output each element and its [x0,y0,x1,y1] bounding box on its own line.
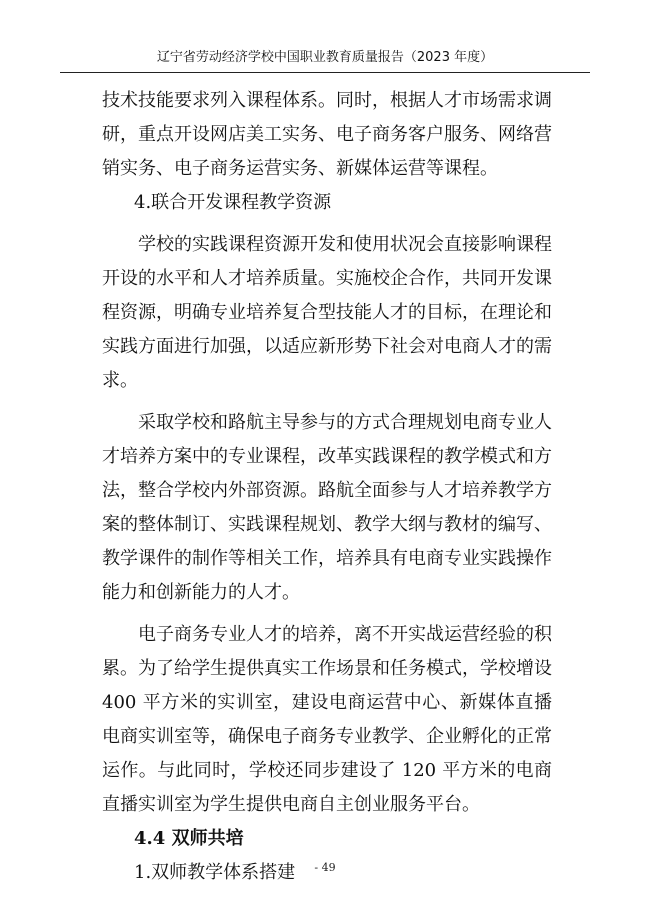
paragraph-luhang-participation: 采取学校和路航主导参与的方式合理规划电商专业人才培养方案中的专业课程，改革实践课程的教学模式和方法，整合学校内外部资源。路航全面参与人才培养教学方案的整体制订、实践课程规划、教学大纲与教材的编写、教学课件的制作等相关工作，培养具有电商专业实践操作能力和创新能力的人才。 [102,412,552,603]
header-divider [60,72,590,73]
paragraph-practice-resources: 学校的实践课程资源开发和使用状况会直接影响课程开设的水平和人才培养质量。实施校企合作，共同开发课程资源，明确专业培养复合型技能人才的目标，在理论和实践方面进行加强，以适应新形势下社会对电商人才的需求。 [102,234,552,391]
paragraph-course-system: 技术技能要求列入课程体系。同时，根据人才市场需求调研，重点开设网店美工实务、电子商务客户服务、网络营销实务、电子商务运营实务、新媒体运营等课程。 [102,90,552,179]
paragraph-training-rooms: 电子商务专业人才的培养，离不开实战运营经验的积累。为了给学生提供真实工作场景和任务模式，学校增设 400 平方米的实训室，建设电商运营中心、新媒体直播电商实训室等，确保电子商务专业教学、企业孵化的正常运作。与此同时，学校还同步建设了 120 平方米的电商直播实训室为学生提供电商自主创业服务平台。 [102,624,552,815]
page-number: - 49 [314,861,336,874]
document-body [102,84,552,890]
heading-joint-resources: 4.联合开发课程教学资源 [134,192,332,213]
page-header: 辽宁省劳动经济学校中国职业教育质量报告（2023 年度） [156,50,494,65]
section-heading-dual-teacher: 4.4 双师共培 [134,828,244,849]
heading-dual-teacher-system: 1.双师教学体系搭建 [134,862,296,883]
